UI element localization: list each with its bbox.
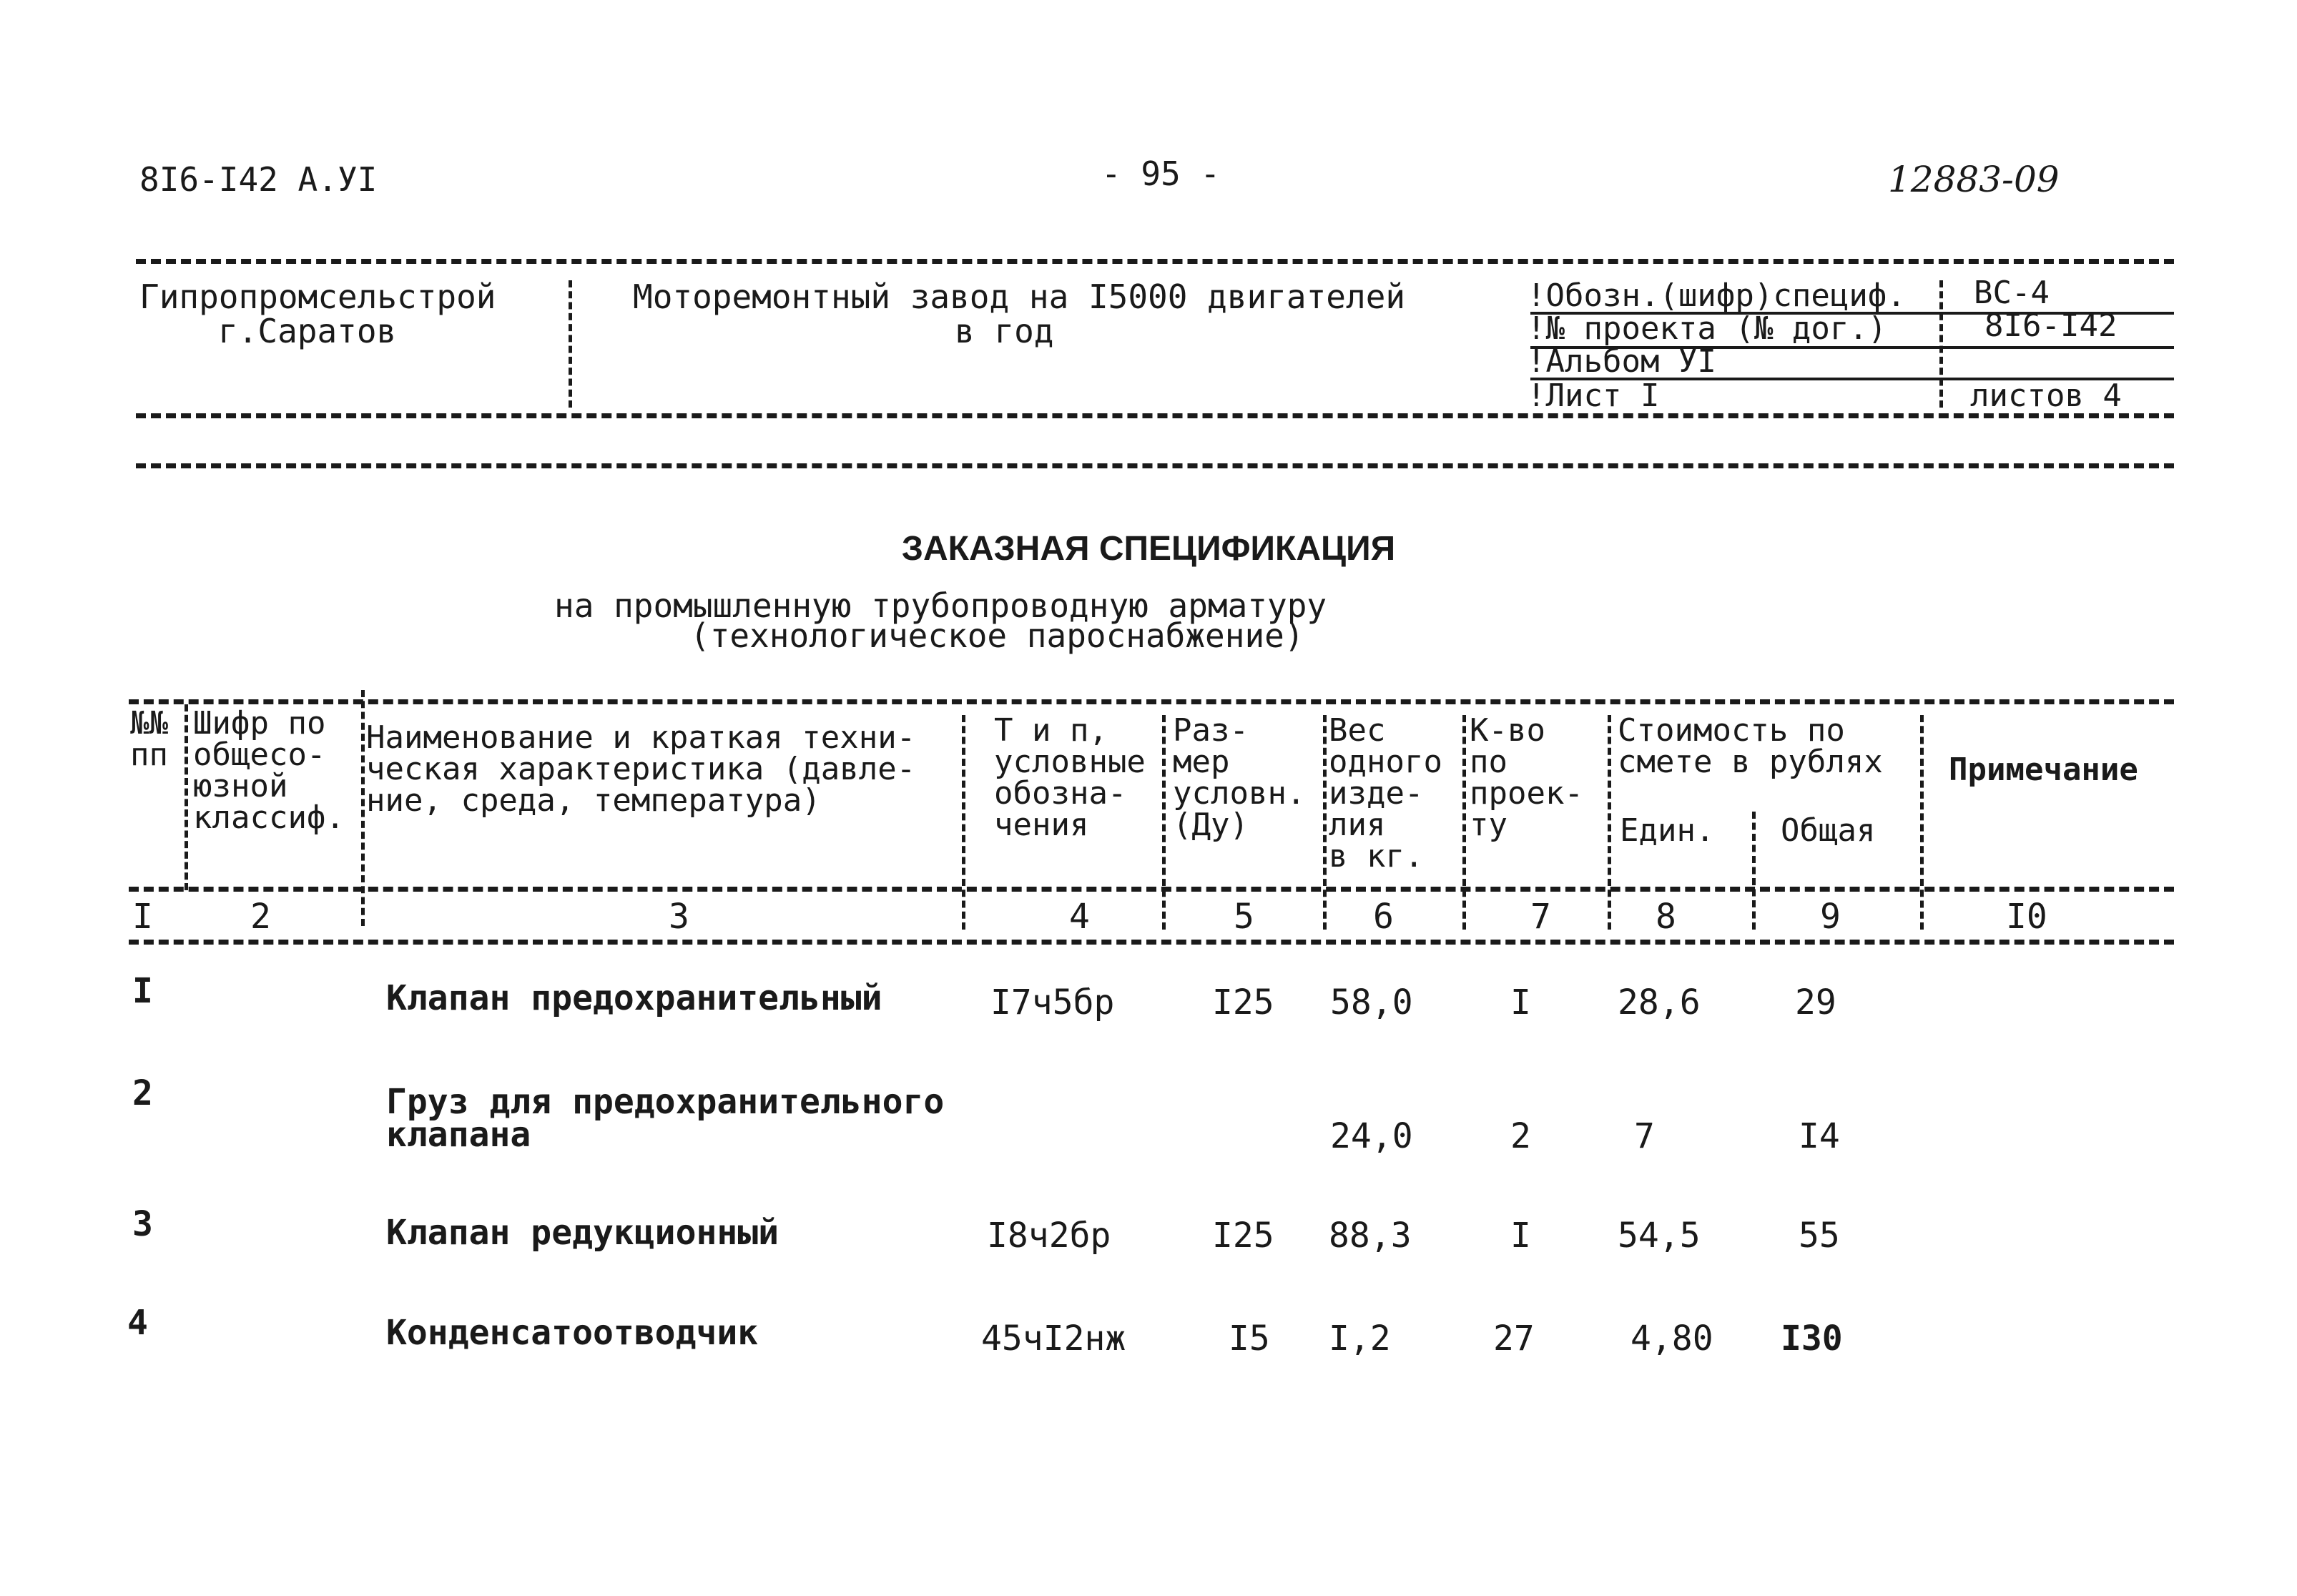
- row-qty: 27: [1493, 1319, 1535, 1359]
- col-divider-9: [1920, 715, 1924, 930]
- row-total-cost: 55: [1799, 1216, 1840, 1256]
- row-number: 2: [132, 1073, 153, 1113]
- header-col-2: Шифр по общесо- юзной классиф.: [193, 705, 345, 836]
- colnum-2: 2: [250, 897, 271, 937]
- colnum-5: 5: [1234, 897, 1254, 937]
- row-unit-cost: 7: [1634, 1116, 1655, 1156]
- specification-subtitle: на промышленную трубопроводную арматуру: [554, 586, 1327, 625]
- header-col-3: Наименование и краткая техни- ческая характеристика (давле- ние, среда, температура): [366, 719, 916, 819]
- row-name: Клапан предохранительный: [386, 978, 882, 1018]
- row-total-cost: 29: [1795, 982, 1836, 1023]
- row-number: 4: [127, 1303, 148, 1343]
- page-number: - 95 -: [1101, 154, 1221, 193]
- stamp-top-rule: [136, 259, 2174, 264]
- row-size: I25: [1212, 1216, 1274, 1256]
- header-col-4: Т и п, условные обозна- чения: [994, 712, 1146, 843]
- col-divider-5: [1323, 715, 1327, 930]
- stamp-sheet-label: !Лист I: [1527, 378, 1660, 414]
- colnum-7: 7: [1530, 897, 1551, 937]
- header-col-7: К-во по проек- ту: [1470, 712, 1583, 843]
- stamp-project-title: Моторемонтный завод на I5000 двигателей: [633, 277, 1406, 316]
- stamp-second-rule: [136, 463, 2174, 468]
- header-col-5: Раз- мер условн. (Ду): [1173, 712, 1306, 843]
- header-bottom-rule: [129, 887, 2174, 892]
- stamp-project-no-label: !№ проекта (№ дог.): [1527, 310, 1887, 347]
- colnum-4: 4: [1069, 897, 1090, 937]
- table-top-rule: [129, 699, 2174, 704]
- row-number: 3: [132, 1204, 153, 1244]
- colnum-10: I0: [2006, 897, 2047, 937]
- row-size: I5: [1229, 1319, 1270, 1359]
- stamp-spec-code-label: !Обозн.(шифр)специф.: [1527, 277, 1906, 314]
- row-type: I8ч2бр: [987, 1216, 1111, 1256]
- col-divider-7: [1608, 715, 1611, 930]
- colnum-3: 3: [669, 897, 689, 937]
- row-qty: I: [1510, 982, 1531, 1023]
- header-col-6: Вес одного изде- лия в кг.: [1329, 712, 1442, 875]
- document-code: 8I6-I42 A.УI: [139, 160, 378, 199]
- stamp-bottom-rule: [136, 413, 2174, 418]
- row-name: Конденсатоотводчик: [386, 1313, 759, 1353]
- col-divider-3: [962, 715, 965, 930]
- row-size: I25: [1212, 982, 1274, 1023]
- specification-title: ЗАКАЗНАЯ СПЕЦИФИКАЦИЯ: [901, 530, 1396, 568]
- stamp-project-subtitle: в год: [955, 312, 1054, 350]
- row-weight: 58,0: [1330, 982, 1413, 1023]
- col-divider-1: [185, 704, 188, 890]
- colnum-bottom-rule: [129, 940, 2174, 945]
- row-total-cost: I30: [1781, 1319, 1843, 1359]
- col-divider-6: [1462, 715, 1466, 930]
- stamp-album-label: !Альбом УI: [1527, 343, 1716, 380]
- row-number: I: [132, 971, 153, 1011]
- row-name: Клапан редукционный: [386, 1213, 779, 1253]
- row-unit-cost: 54,5: [1618, 1216, 1701, 1256]
- header-col-9: Общая: [1781, 812, 1876, 849]
- row-name: Груз для предохранительного клапана: [386, 1082, 945, 1155]
- row-qty: 2: [1510, 1116, 1531, 1156]
- col-divider-4: [1162, 715, 1166, 930]
- specification-scope: (технологическое пароснабжение): [690, 616, 1304, 655]
- row-total-cost: I4: [1799, 1116, 1840, 1156]
- header-col-1: №№ пп: [130, 705, 168, 773]
- stamp-sheets-total: листов 4: [1970, 378, 2122, 414]
- col-divider-8: [1752, 812, 1756, 930]
- colnum-8: 8: [1656, 897, 1676, 937]
- header-col-10: Примечание: [1949, 752, 2138, 788]
- colnum-9: 9: [1820, 897, 1841, 937]
- stamp-separator-1: [569, 280, 572, 408]
- row-weight: 24,0: [1330, 1116, 1413, 1156]
- row-qty: I: [1510, 1216, 1531, 1256]
- stamp-spec-code-value: ВС-4: [1974, 275, 2050, 311]
- row-unit-cost: 28,6: [1618, 982, 1701, 1023]
- stamp-city: г.Саратов: [218, 312, 397, 350]
- row-type: I7ч5бр: [990, 982, 1115, 1023]
- row-type: 45чI2нж: [981, 1319, 1126, 1359]
- colnum-1: I: [132, 897, 153, 937]
- row-weight: 88,3: [1329, 1216, 1412, 1256]
- handwritten-reference: 12883-09: [1888, 159, 2060, 200]
- row-weight: I,2: [1329, 1319, 1391, 1359]
- colnum-6: 6: [1373, 897, 1394, 937]
- header-col-8: Един.: [1620, 812, 1715, 849]
- stamp-project-no-value: 8I6-I42: [1984, 307, 2118, 344]
- row-unit-cost: 4,80: [1630, 1319, 1713, 1359]
- header-cost-group: Стоимость по смете в рублях: [1618, 712, 1883, 780]
- stamp-organization: Гипропромсельстрой: [139, 277, 496, 316]
- stamp-separator-2: [1939, 280, 1943, 408]
